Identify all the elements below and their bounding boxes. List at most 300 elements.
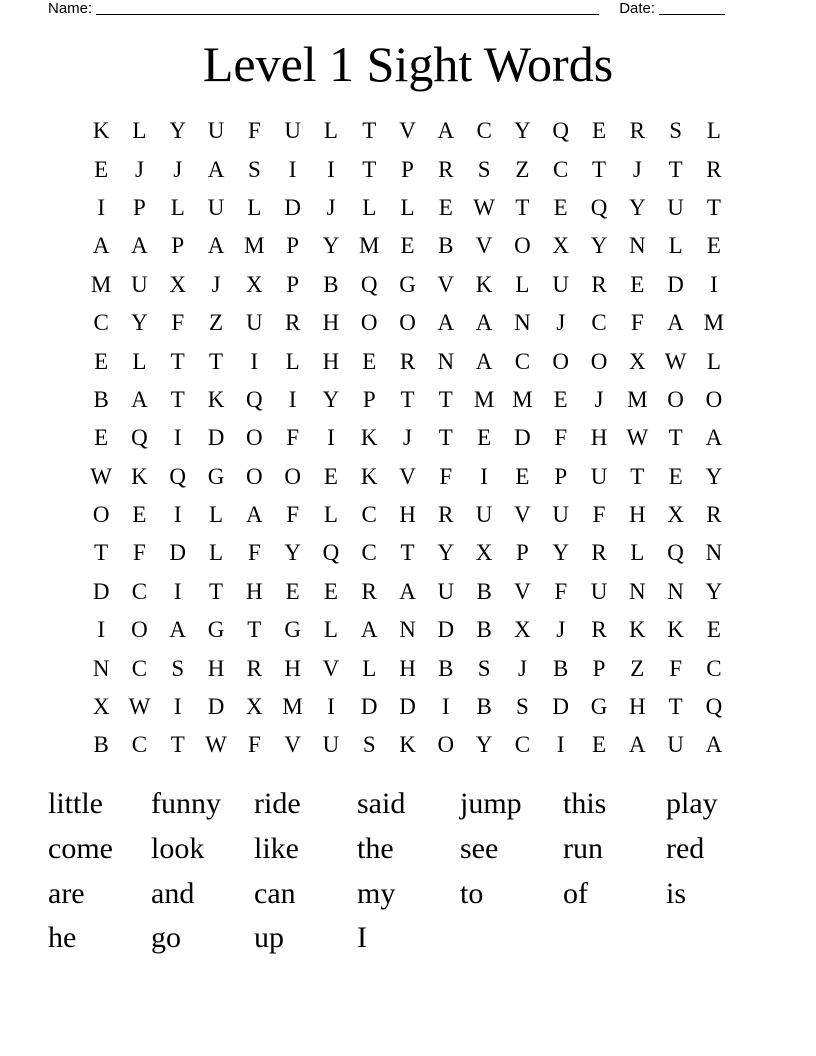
- grid-letter[interactable]: W: [473, 194, 495, 220]
- grid-letter[interactable]: C: [361, 502, 377, 528]
- grid-letter[interactable]: E: [591, 118, 607, 144]
- grid-letter[interactable]: Q: [360, 271, 378, 297]
- grid-letter[interactable]: R: [629, 118, 645, 144]
- grid-letter[interactable]: H: [628, 694, 646, 720]
- grid-letter[interactable]: I: [556, 732, 565, 758]
- grid-letter[interactable]: F: [286, 425, 300, 451]
- grid-letter[interactable]: U: [590, 578, 608, 604]
- grid-letter[interactable]: G: [399, 271, 416, 297]
- grid-letter[interactable]: I: [250, 348, 259, 374]
- grid-letter[interactable]: C: [131, 732, 148, 758]
- grid-letter[interactable]: D: [207, 425, 225, 451]
- grid-letter[interactable]: C: [361, 540, 377, 566]
- grid-letter[interactable]: U: [590, 463, 608, 489]
- grid-letter[interactable]: T: [668, 694, 683, 720]
- grid-letter[interactable]: T: [668, 425, 683, 451]
- grid-letter[interactable]: K: [92, 118, 110, 144]
- grid-letter[interactable]: F: [286, 502, 300, 528]
- grid-letter[interactable]: D: [437, 617, 455, 643]
- grid-letter[interactable]: N: [705, 540, 723, 566]
- grid-letter[interactable]: E: [323, 578, 338, 604]
- grid-letter[interactable]: R: [591, 271, 607, 297]
- grid-letter[interactable]: A: [131, 386, 148, 412]
- grid-letter[interactable]: B: [476, 578, 492, 604]
- grid-letter[interactable]: U: [475, 502, 493, 528]
- grid-letter[interactable]: T: [706, 194, 721, 220]
- grid-row: [82, 573, 733, 611]
- grid-letter[interactable]: P: [401, 156, 414, 182]
- grid-letter[interactable]: M: [359, 233, 380, 259]
- grid-letter[interactable]: V: [475, 233, 493, 259]
- grid-letter[interactable]: V: [437, 271, 455, 297]
- grid-letter[interactable]: E: [591, 732, 607, 758]
- grid-letter[interactable]: E: [553, 194, 568, 220]
- grid-letter[interactable]: X: [475, 540, 493, 566]
- grid-letter[interactable]: W: [664, 348, 687, 374]
- grid-letter[interactable]: Y: [284, 540, 301, 566]
- grid-letter[interactable]: Z: [515, 156, 530, 182]
- grid-letter[interactable]: L: [362, 194, 377, 220]
- grid-letter[interactable]: W: [128, 694, 151, 720]
- grid-letter[interactable]: L: [132, 118, 147, 144]
- date-field-line[interactable]: [659, 0, 725, 15]
- grid-letter[interactable]: X: [667, 502, 684, 528]
- grid-letter[interactable]: C: [131, 578, 148, 604]
- grid-letter[interactable]: F: [247, 732, 261, 758]
- header: [48, 0, 740, 20]
- grid-letter[interactable]: I: [327, 425, 335, 451]
- grid-letter[interactable]: V: [322, 655, 340, 681]
- grid-letter[interactable]: D: [552, 694, 570, 720]
- grid-letter[interactable]: D: [284, 194, 301, 220]
- grid-letter[interactable]: E: [515, 463, 530, 489]
- grid-letter[interactable]: S: [247, 156, 261, 182]
- grid-letter[interactable]: S: [669, 118, 682, 144]
- grid-letter[interactable]: W: [626, 425, 649, 451]
- grid-letter[interactable]: L: [362, 655, 377, 681]
- grid-letter[interactable]: E: [668, 463, 683, 489]
- grid-letter[interactable]: N: [628, 233, 646, 259]
- grid-letter[interactable]: A: [667, 310, 684, 336]
- grid-letter[interactable]: T: [668, 156, 683, 182]
- grid-letter[interactable]: S: [171, 655, 185, 681]
- grid-letter[interactable]: T: [400, 386, 415, 412]
- grid-letter[interactable]: N: [437, 348, 455, 374]
- word-list-item: are: [48, 876, 85, 910]
- grid-letter[interactable]: K: [131, 463, 148, 489]
- grid-letter[interactable]: X: [628, 348, 646, 374]
- grid-letter[interactable]: O: [131, 617, 148, 643]
- grid-letter[interactable]: O: [437, 732, 455, 758]
- grid-letter[interactable]: U: [131, 271, 148, 297]
- grid-letter[interactable]: T: [630, 463, 645, 489]
- grid-letter[interactable]: K: [399, 732, 416, 758]
- grid-letter[interactable]: P: [286, 233, 300, 259]
- grid-letter[interactable]: P: [516, 540, 529, 566]
- grid-letter[interactable]: T: [170, 348, 185, 374]
- grid-letter[interactable]: S: [477, 156, 491, 182]
- grid-letter[interactable]: V: [514, 502, 531, 528]
- grid-letter[interactable]: F: [439, 463, 453, 489]
- grid-letter[interactable]: M: [627, 386, 648, 412]
- grid-letter[interactable]: P: [592, 655, 606, 681]
- grid-letter[interactable]: E: [477, 425, 492, 451]
- grid-letter[interactable]: T: [591, 156, 607, 182]
- grid-letter[interactable]: R: [361, 578, 377, 604]
- grid-letter[interactable]: J: [403, 425, 412, 451]
- grid-letter[interactable]: B: [553, 655, 569, 681]
- grid-letter[interactable]: X: [552, 233, 570, 259]
- grid-letter[interactable]: P: [171, 233, 185, 259]
- grid-letter[interactable]: D: [514, 425, 531, 451]
- grid-letter[interactable]: L: [247, 194, 262, 220]
- grid-letter[interactable]: F: [247, 540, 261, 566]
- grid-letter[interactable]: T: [362, 156, 377, 182]
- grid-letter[interactable]: G: [207, 617, 225, 643]
- grid-letter[interactable]: A: [92, 233, 110, 259]
- grid-letter[interactable]: E: [94, 156, 109, 182]
- grid-letter[interactable]: Y: [590, 233, 608, 259]
- grid-letter[interactable]: J: [517, 655, 527, 681]
- grid-letter[interactable]: E: [630, 271, 645, 297]
- grid-letter[interactable]: M: [244, 233, 265, 259]
- grid-letter[interactable]: Q: [131, 425, 148, 451]
- grid-letter[interactable]: F: [669, 655, 682, 681]
- grid-letter[interactable]: C: [553, 156, 569, 182]
- grid-letter[interactable]: I: [710, 271, 718, 297]
- grid-letter[interactable]: N: [399, 617, 416, 643]
- name-field-line[interactable]: [96, 0, 599, 15]
- grid-letter[interactable]: A: [475, 310, 493, 336]
- grid-letter[interactable]: S: [477, 655, 491, 681]
- grid-letter[interactable]: O: [246, 425, 263, 451]
- grid-letter[interactable]: Y: [705, 463, 723, 489]
- grid-letter[interactable]: J: [134, 156, 144, 182]
- grid-letter[interactable]: I: [97, 617, 105, 643]
- grid-letter[interactable]: X: [246, 271, 263, 297]
- grid-letter[interactable]: E: [362, 348, 377, 374]
- word-list-item: look: [151, 831, 205, 865]
- grid-letter[interactable]: T: [362, 118, 377, 144]
- grid-letter[interactable]: F: [630, 310, 644, 336]
- grid-letter[interactable]: O: [246, 463, 263, 489]
- grid-letter[interactable]: M: [282, 694, 303, 720]
- grid-letter[interactable]: G: [284, 617, 301, 643]
- grid-letter[interactable]: G: [207, 463, 225, 489]
- grid-letter[interactable]: H: [399, 502, 416, 528]
- grid-letter[interactable]: L: [323, 617, 338, 643]
- grid-letter[interactable]: P: [362, 386, 376, 412]
- grid-letter[interactable]: H: [590, 425, 608, 451]
- grid-letter[interactable]: X: [92, 694, 110, 720]
- grid-row: [82, 304, 733, 342]
- grid-letter[interactable]: C: [706, 655, 722, 681]
- grid-letter[interactable]: L: [668, 233, 683, 259]
- grid-letter[interactable]: D: [92, 578, 110, 604]
- grid-letter[interactable]: K: [475, 271, 493, 297]
- grid-letter[interactable]: E: [706, 233, 721, 259]
- grid-letter[interactable]: P: [133, 194, 146, 220]
- grid-letter[interactable]: Y: [322, 386, 340, 412]
- grid-letter[interactable]: G: [590, 694, 608, 720]
- grid-letter[interactable]: O: [514, 233, 531, 259]
- grid-letter[interactable]: B: [93, 386, 109, 412]
- grid-letter[interactable]: Y: [169, 118, 187, 144]
- grid-letter[interactable]: E: [706, 617, 721, 643]
- grid-letter[interactable]: S: [362, 732, 376, 758]
- grid-letter[interactable]: F: [554, 578, 568, 604]
- grid-letter[interactable]: A: [207, 156, 225, 182]
- grid-letter[interactable]: Y: [705, 578, 723, 604]
- grid-letter[interactable]: Y: [322, 233, 340, 259]
- grid-letter[interactable]: Z: [630, 655, 645, 681]
- grid-letter[interactable]: H: [322, 348, 340, 374]
- grid-letter[interactable]: A: [399, 578, 416, 604]
- grid-letter[interactable]: D: [399, 694, 416, 720]
- grid-letter[interactable]: O: [590, 348, 608, 374]
- grid-letter[interactable]: O: [360, 310, 378, 336]
- grid-letter[interactable]: M: [512, 386, 533, 412]
- grid-letter[interactable]: R: [706, 502, 722, 528]
- grid-letter[interactable]: H: [399, 655, 416, 681]
- grid-letter[interactable]: Q: [705, 694, 723, 720]
- grid-letter[interactable]: X: [169, 271, 187, 297]
- grid-letter[interactable]: Y: [131, 310, 148, 336]
- grid-letter[interactable]: M: [473, 386, 495, 412]
- grid-letter[interactable]: V: [514, 578, 531, 604]
- grid-letter[interactable]: L: [400, 194, 415, 220]
- grid-letter[interactable]: T: [170, 386, 185, 412]
- grid-letter[interactable]: K: [360, 463, 378, 489]
- grid-letter[interactable]: A: [437, 310, 455, 336]
- grid-letter[interactable]: B: [438, 655, 454, 681]
- grid-letter[interactable]: R: [438, 502, 454, 528]
- grid-letter[interactable]: V: [399, 463, 416, 489]
- grid-letter[interactable]: I: [441, 694, 450, 720]
- grid-row: [82, 611, 733, 649]
- grid-letter[interactable]: H: [207, 655, 225, 681]
- grid-letter[interactable]: N: [92, 655, 110, 681]
- grid-letter[interactable]: R: [399, 348, 416, 374]
- grid-letter[interactable]: Q: [552, 118, 570, 144]
- grid-letter[interactable]: X: [514, 617, 531, 643]
- grid-letter[interactable]: J: [556, 617, 566, 643]
- grid-letter[interactable]: X: [246, 694, 263, 720]
- grid-letter[interactable]: Q: [322, 540, 340, 566]
- grid-row: [82, 688, 733, 726]
- grid-letter[interactable]: E: [285, 578, 300, 604]
- grid-letter[interactable]: T: [94, 540, 109, 566]
- grid-letter[interactable]: K: [207, 386, 225, 412]
- grid-letter[interactable]: E: [94, 425, 109, 451]
- grid-letter[interactable]: I: [327, 694, 335, 720]
- grid-letter[interactable]: O: [92, 502, 110, 528]
- grid-letter[interactable]: L: [170, 194, 185, 220]
- grid-letter[interactable]: E: [132, 502, 147, 528]
- grid-letter[interactable]: F: [171, 310, 185, 336]
- grid-letter[interactable]: I: [97, 194, 105, 220]
- grid-letter[interactable]: T: [515, 194, 530, 220]
- grid-letter[interactable]: L: [285, 348, 300, 374]
- grid-letter[interactable]: F: [247, 118, 261, 144]
- grid-letter[interactable]: Q: [667, 540, 684, 566]
- grid-letter[interactable]: O: [705, 386, 723, 412]
- grid-letter[interactable]: F: [554, 425, 568, 451]
- grid-letter[interactable]: R: [284, 310, 301, 336]
- grid-letter[interactable]: P: [554, 463, 568, 489]
- grid-letter[interactable]: J: [173, 156, 183, 182]
- grid-letter[interactable]: C: [476, 118, 492, 144]
- grid-letter[interactable]: T: [438, 425, 453, 451]
- grid-letter[interactable]: U: [667, 194, 684, 220]
- grid-letter[interactable]: J: [632, 156, 642, 182]
- grid-letter[interactable]: E: [438, 194, 453, 220]
- grid-letter[interactable]: C: [93, 310, 109, 336]
- grid-letter[interactable]: D: [360, 694, 378, 720]
- grid-letter[interactable]: Y: [475, 732, 493, 758]
- grid-letter[interactable]: I: [173, 425, 182, 451]
- grid-letter[interactable]: Q: [590, 194, 608, 220]
- grid-letter[interactable]: Y: [628, 194, 646, 220]
- grid-letter[interactable]: U: [322, 732, 340, 758]
- grid-letter[interactable]: A: [246, 502, 263, 528]
- grid-letter[interactable]: U: [207, 194, 225, 220]
- grid-letter[interactable]: C: [131, 655, 148, 681]
- grid-letter[interactable]: A: [169, 617, 187, 643]
- grid-letter[interactable]: P: [286, 271, 300, 297]
- grid-letter[interactable]: Y: [514, 118, 531, 144]
- grid-letter[interactable]: U: [437, 578, 455, 604]
- grid-letter[interactable]: M: [703, 310, 725, 336]
- grid-letter[interactable]: B: [476, 617, 492, 643]
- grid-letter[interactable]: D: [207, 694, 225, 720]
- grid-letter[interactable]: A: [705, 425, 723, 451]
- grid-letter[interactable]: R: [706, 156, 722, 182]
- grid-letter[interactable]: H: [284, 655, 301, 681]
- grid-letter[interactable]: Q: [246, 386, 263, 412]
- grid-letter[interactable]: W: [205, 732, 227, 758]
- grid-letter[interactable]: J: [556, 310, 566, 336]
- grid-letter[interactable]: K: [667, 617, 684, 643]
- grid-letter[interactable]: U: [552, 271, 570, 297]
- grid-letter[interactable]: I: [480, 463, 488, 489]
- grid-letter[interactable]: L: [132, 348, 147, 374]
- grid-letter[interactable]: O: [552, 348, 570, 374]
- grid-letter[interactable]: V: [399, 118, 416, 144]
- grid-letter[interactable]: H: [628, 502, 646, 528]
- grid-letter[interactable]: L: [209, 502, 224, 528]
- grid-letter[interactable]: O: [399, 310, 416, 336]
- grid-letter[interactable]: J: [326, 194, 336, 220]
- grid-letter[interactable]: A: [628, 732, 646, 758]
- grid-letter[interactable]: N: [667, 578, 684, 604]
- grid-letter[interactable]: L: [323, 502, 338, 528]
- grid-letter[interactable]: E: [553, 386, 568, 412]
- grid-letter[interactable]: U: [667, 732, 684, 758]
- grid-letter[interactable]: U: [284, 118, 301, 144]
- grid-letter[interactable]: T: [400, 540, 415, 566]
- grid-letter[interactable]: Q: [169, 463, 187, 489]
- grid-letter[interactable]: E: [323, 463, 338, 489]
- grid-letter[interactable]: J: [211, 271, 221, 297]
- page-title: Level 1 Sight Words: [202, 36, 614, 92]
- grid-letter[interactable]: R: [246, 655, 262, 681]
- grid-letter[interactable]: H: [246, 578, 263, 604]
- grid-letter[interactable]: B: [438, 233, 454, 259]
- grid-letter[interactable]: U: [552, 502, 570, 528]
- grid-letter[interactable]: L: [630, 540, 645, 566]
- grid-letter[interactable]: I: [288, 386, 297, 412]
- grid-letter[interactable]: A: [437, 118, 455, 144]
- grid-letter[interactable]: C: [514, 348, 531, 374]
- grid-letter[interactable]: I: [327, 156, 335, 182]
- grid-letter[interactable]: R: [438, 156, 454, 182]
- grid-letter[interactable]: M: [90, 271, 112, 297]
- grid-letter[interactable]: T: [209, 578, 224, 604]
- grid-letter[interactable]: B: [323, 271, 339, 297]
- grid-letter[interactable]: N: [514, 310, 531, 336]
- grid-letter[interactable]: J: [594, 386, 604, 412]
- grid-letter[interactable]: A: [207, 233, 225, 259]
- grid-letter[interactable]: S: [516, 694, 529, 720]
- grid-letter[interactable]: O: [284, 463, 301, 489]
- grid-letter[interactable]: T: [170, 732, 185, 758]
- grid-letter[interactable]: E: [94, 348, 109, 374]
- grid-letter[interactable]: R: [591, 540, 607, 566]
- grid-letter[interactable]: A: [131, 233, 148, 259]
- grid-letter[interactable]: O: [667, 386, 684, 412]
- grid-letter[interactable]: I: [173, 578, 182, 604]
- grid-letter[interactable]: N: [628, 578, 646, 604]
- grid-letter[interactable]: Z: [209, 310, 224, 336]
- grid-letter[interactable]: A: [360, 617, 378, 643]
- grid-letter[interactable]: K: [360, 425, 378, 451]
- grid-letter[interactable]: B: [93, 732, 109, 758]
- grid-letter[interactable]: A: [705, 732, 723, 758]
- grid-letter[interactable]: T: [438, 386, 453, 412]
- grid-letter[interactable]: L: [706, 348, 721, 374]
- grid-letter[interactable]: E: [400, 233, 415, 259]
- word-list-item: can: [254, 876, 296, 910]
- grid-letter[interactable]: F: [133, 540, 146, 566]
- grid-letter[interactable]: C: [591, 310, 607, 336]
- grid-letter[interactable]: W: [90, 463, 112, 489]
- grid-letter[interactable]: Y: [437, 540, 455, 566]
- grid-letter[interactable]: Y: [552, 540, 570, 566]
- grid-letter[interactable]: I: [173, 502, 182, 528]
- grid-letter[interactable]: D: [667, 271, 684, 297]
- grid-letter[interactable]: I: [173, 694, 182, 720]
- grid-letter[interactable]: U: [246, 310, 263, 336]
- grid-letter[interactable]: B: [476, 694, 492, 720]
- grid-letter[interactable]: F: [592, 502, 606, 528]
- grid-letter[interactable]: H: [322, 310, 340, 336]
- grid-letter[interactable]: K: [628, 617, 646, 643]
- grid-letter[interactable]: L: [515, 271, 530, 297]
- grid-letter[interactable]: L: [706, 118, 721, 144]
- grid-letter[interactable]: R: [591, 617, 607, 643]
- grid-letter[interactable]: U: [207, 118, 225, 144]
- grid-letter[interactable]: T: [209, 348, 224, 374]
- grid-letter[interactable]: L: [209, 540, 224, 566]
- grid-letter[interactable]: C: [514, 732, 531, 758]
- grid-letter[interactable]: D: [169, 540, 187, 566]
- grid-letter[interactable]: T: [247, 617, 262, 643]
- grid-letter[interactable]: L: [323, 118, 338, 144]
- grid-letter[interactable]: I: [288, 156, 297, 182]
- grid-letter[interactable]: A: [475, 348, 493, 374]
- grid-letter[interactable]: V: [284, 732, 301, 758]
